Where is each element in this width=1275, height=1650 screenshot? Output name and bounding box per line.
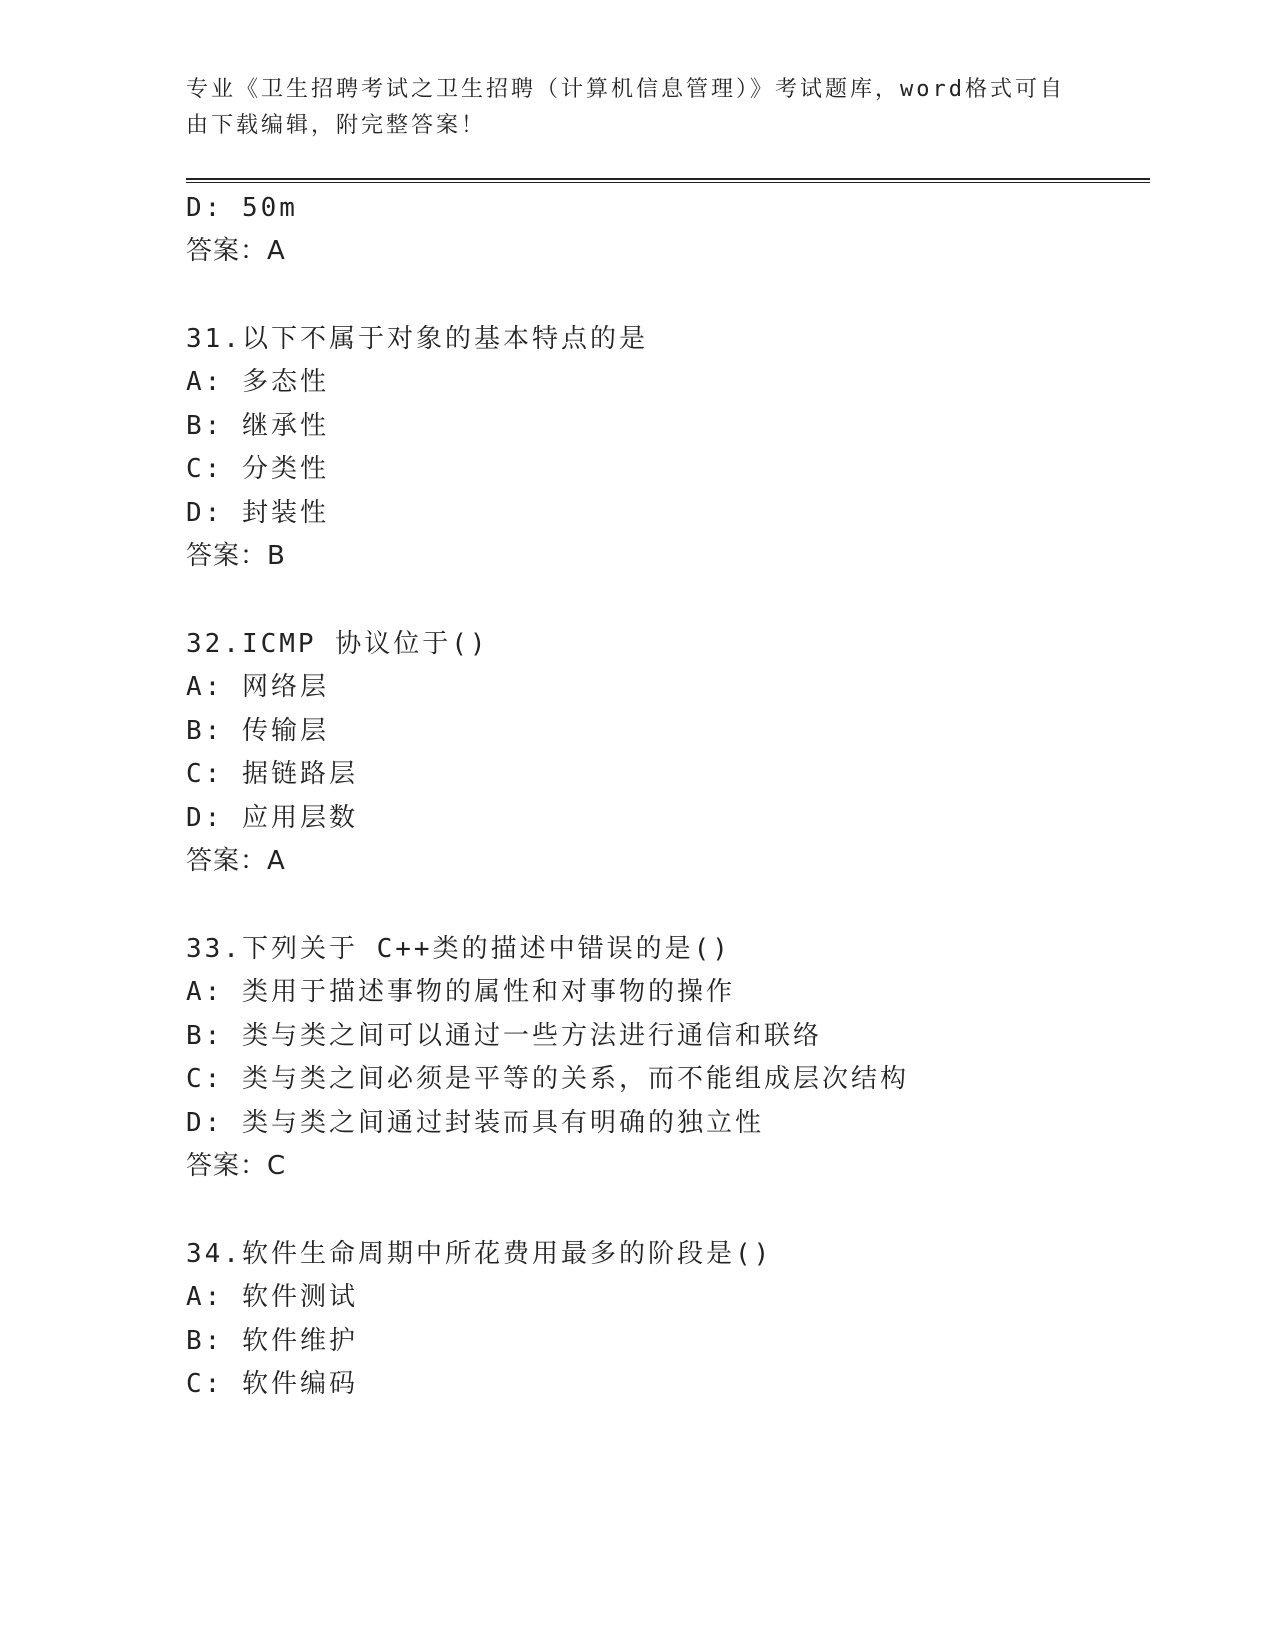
question-stem: 32.ICMP 协议位于() <box>186 629 489 659</box>
header-line-2: 由下载编辑，附完整答案！ <box>186 113 487 138</box>
option-text: C: 类与类之间必须是平等的关系，而不能组成层次结构 <box>186 1064 909 1094</box>
option-text: B: 传输层 <box>186 716 329 746</box>
option-text: B: 类与类之间可以通过一些方法进行通信和联络 <box>186 1021 822 1051</box>
option-text: D: 封装性 <box>186 498 329 528</box>
answer-text: 答案：A <box>186 236 286 266</box>
option-text: C: 软件编码 <box>186 1369 358 1399</box>
header-line-1: 专业《卫生招聘考试之卫生招聘（计算机信息管理）》考试题库，word格式可自 <box>186 77 1065 102</box>
option-text: A: 网络层 <box>186 672 329 702</box>
option-text: B: 继承性 <box>186 411 329 441</box>
option-text: D: 类与类之间通过封装而具有明确的独立性 <box>186 1108 764 1138</box>
question-stem: 34.软件生命周期中所花费用最多的阶段是() <box>186 1239 773 1269</box>
option-text: C: 据链路层 <box>186 759 358 789</box>
option-text: C: 分类性 <box>186 454 329 484</box>
option-text: A: 软件测试 <box>186 1282 358 1312</box>
question-stem: 33.下列关于 C++类的描述中错误的是() <box>186 934 731 964</box>
question-stem: 31.以下不属于对象的基本特点的是 <box>186 324 648 354</box>
header-divider <box>186 178 1150 183</box>
option-text: A: 多态性 <box>186 367 329 397</box>
answer-text: 答案：B <box>186 541 286 571</box>
answer-text: 答案：C <box>186 1151 287 1181</box>
document-header <box>186 72 1086 144</box>
option-text: A: 类用于描述事物的属性和对事物的操作 <box>186 977 735 1007</box>
answer-text: 答案：A <box>186 846 286 876</box>
option-text: D: 应用层数 <box>186 803 358 833</box>
option-text: D: 50m <box>186 193 298 223</box>
option-text: B: 软件维护 <box>186 1326 358 1356</box>
